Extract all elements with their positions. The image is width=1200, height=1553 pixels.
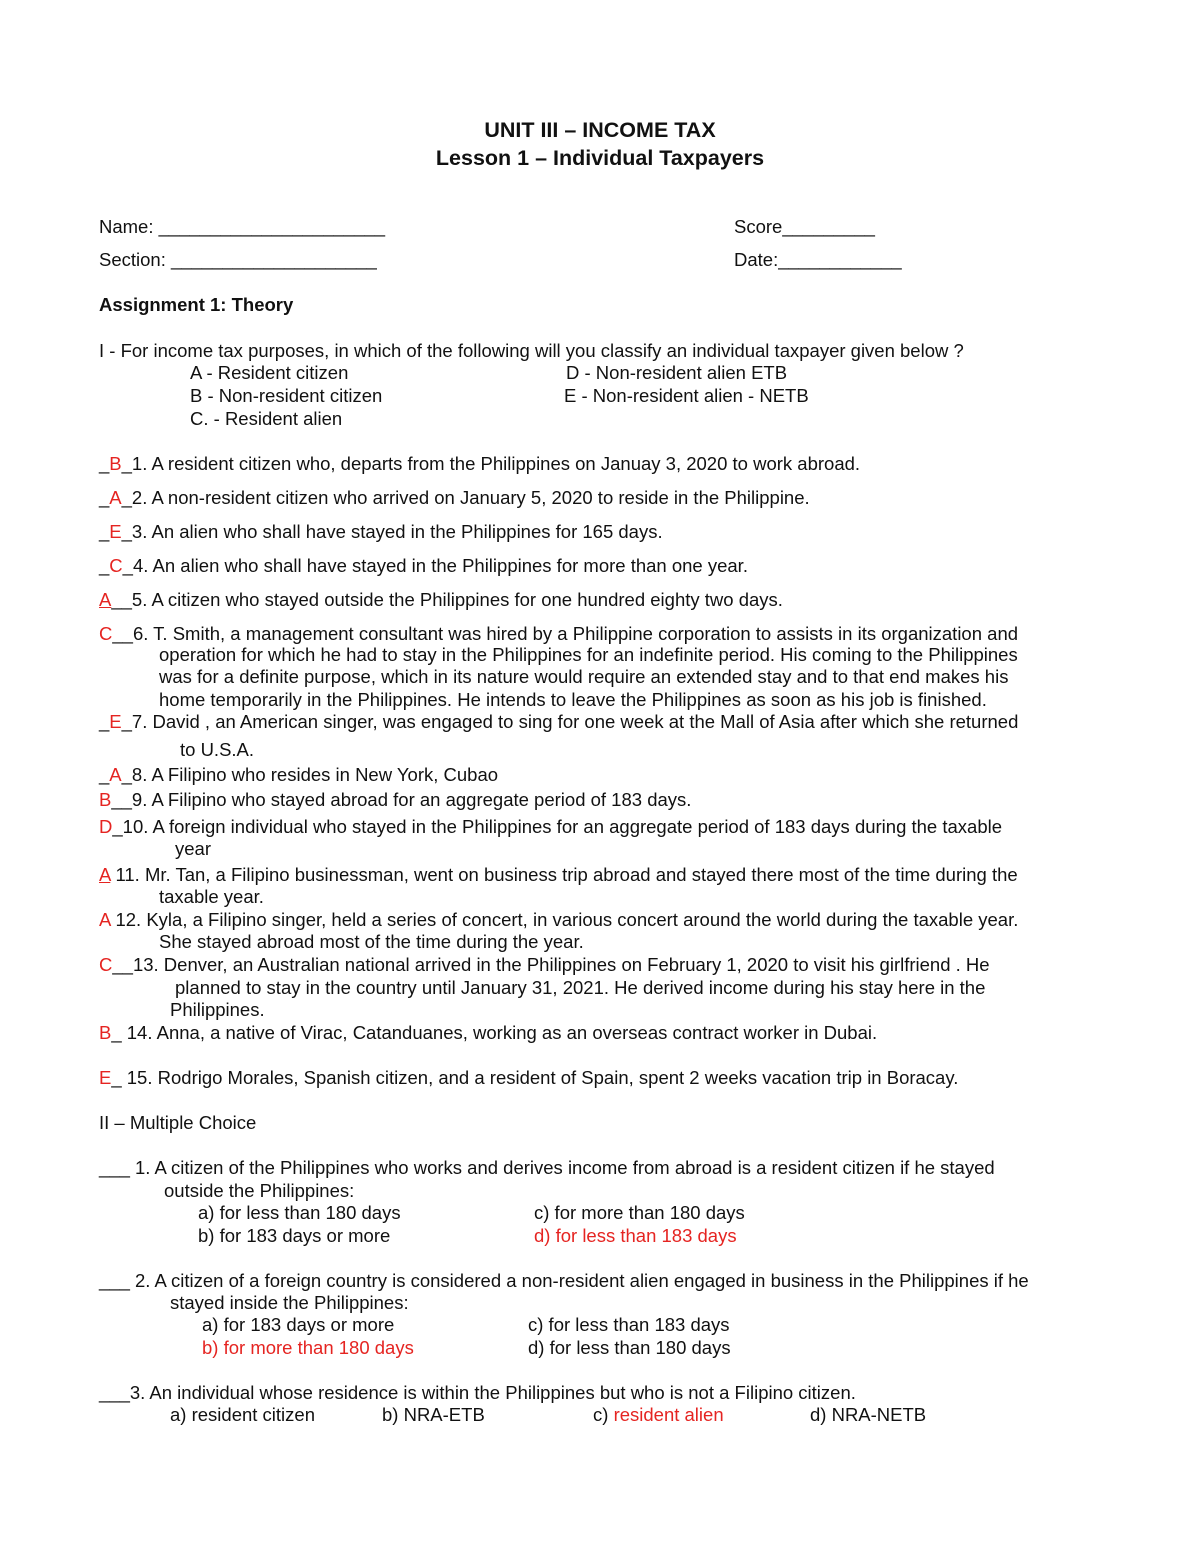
mc-question-1: ___ 1. A citizen of the Philippines who works and derives income from abroad is a resident citizen if he stayed xyxy=(99,1157,995,1178)
section-field: Section: ____________________ xyxy=(99,249,377,270)
mc-question-3: ___3. An individual whose residence is within the Philippines but who is not a Filipino citizen. xyxy=(99,1382,856,1403)
question-11-line-2: taxable year. xyxy=(159,886,264,907)
mc-question-2-line-2: stayed inside the Philippines: xyxy=(170,1292,409,1313)
answer-8: A xyxy=(109,764,122,785)
answer-1: B xyxy=(109,453,122,474)
question-6: C__6. T. Smith, a management consultant was hired by a Philippine corporation to assists in its organization and xyxy=(99,623,1019,644)
answer-13: C xyxy=(99,954,113,975)
answer-15: E xyxy=(99,1067,112,1088)
question-1: _B_1. A resident citizen who, departs from the Philippines on Januay 3, 2020 to work abroad. xyxy=(99,453,861,474)
question-4: _C_4. An alien who shall have stayed in the Philippines for more than one year. xyxy=(99,555,748,576)
question-9: B__9. A Filipino who stayed abroad for an aggregate period of 183 days. xyxy=(99,789,692,810)
answer-9: B xyxy=(99,789,112,810)
mc2-choice-d: d) for less than 180 days xyxy=(528,1337,731,1358)
mc1-choice-a: a) for less than 180 days xyxy=(198,1202,401,1223)
mc2-choice-c: c) for less than 183 days xyxy=(528,1314,730,1335)
mc1-choice-d: d) for less than 183 days xyxy=(534,1225,737,1246)
part2-heading: II – Multiple Choice xyxy=(99,1112,257,1133)
question-5: A__5. A citizen who stayed outside the Philippines for one hundred eighty two days. xyxy=(99,589,783,610)
answer-6: C xyxy=(99,623,113,644)
mc3-choice-b: b) NRA-ETB xyxy=(382,1404,485,1425)
question-10-line-2: year xyxy=(175,838,211,859)
mc1-choice-b: b) for 183 days or more xyxy=(198,1225,391,1246)
option-c: C. - Resident alien xyxy=(190,408,343,429)
answer-7: E xyxy=(109,711,122,732)
answer-12: A xyxy=(99,909,111,930)
answer-11: A xyxy=(99,864,111,885)
question-13-line-3: Philippines. xyxy=(170,999,265,1020)
question-6-line-3: was for a definite purpose, which in its nature would require an extended stay and to that end makes his xyxy=(159,666,1009,687)
question-8: _A_8. A Filipino who resides in New York, Cubao xyxy=(99,764,499,785)
question-15: E_ 15. Rodrigo Morales, Spanish citizen, and a resident of Spain, spent 2 weeks vacation trip in Boracay. xyxy=(99,1067,959,1088)
answer-2: A xyxy=(109,487,122,508)
option-b: B - Non-resident citizen xyxy=(190,385,383,406)
question-7: _E_7. David , an American singer, was engaged to sing for one week at the Mall of Asia after which she returned xyxy=(99,711,1019,732)
answer-5: A xyxy=(99,589,112,610)
unit-title: UNIT III – INCOME TAX xyxy=(484,118,716,142)
question-12-line-2: She stayed abroad most of the time during the year. xyxy=(159,931,584,952)
question-13-line-2: planned to stay in the country until January 31, 2021. He derived income during his stay here in the xyxy=(175,977,986,998)
question-2: _A_2. A non-resident citizen who arrived on January 5, 2020 to reside in the Philippine. xyxy=(99,487,810,508)
part1-instruction: I - For income tax purposes, in which of the following will you classify an individual taxpayer given below ? xyxy=(99,340,964,361)
question-11: A 11. Mr. Tan, a Filipino businessman, went on business trip abroad and stayed there most of the time during the xyxy=(99,864,1018,885)
answer-10: D xyxy=(99,816,113,837)
question-10: D_10. A foreign individual who stayed in the Philippines for an aggregate period of 183 days during the taxable xyxy=(99,816,1003,837)
mc2-choice-b: b) for more than 180 days xyxy=(202,1337,414,1358)
question-6-line-2: operation for which he had to stay in the Philippines for an indefinite period. His coming to the Philippines xyxy=(159,644,1018,665)
answer-4: C xyxy=(109,555,123,576)
lesson-title: Lesson 1 – Individual Taxpayers xyxy=(435,146,765,170)
mc3-choice-d: d) NRA-NETB xyxy=(810,1404,927,1425)
question-13: C__13. Denver, an Australian national arrived in the Philippines on February 1, 2020 to visit his girlfriend . He xyxy=(99,954,990,975)
question-7-line-2: to U.S.A. xyxy=(180,739,255,760)
mc3-choice-c: c) resident alien xyxy=(593,1404,724,1425)
name-field: Name: ______________________ xyxy=(99,216,385,237)
mc2-choice-a: a) for 183 days or more xyxy=(202,1314,395,1335)
option-e: E - Non-resident alien - NETB xyxy=(564,385,809,406)
answer-14: B xyxy=(99,1022,112,1043)
question-6-line-4: home temporarily in the Philippines. He intends to leave the Philippines as soon as his job is finished. xyxy=(159,689,987,710)
mc3-choice-a: a) resident citizen xyxy=(170,1404,315,1425)
mc-question-1-line-2: outside the Philippines: xyxy=(164,1180,355,1201)
mc3-answer-c: resident alien xyxy=(613,1404,724,1425)
question-3: _E_3. An alien who shall have stayed in the Philippines for 165 days. xyxy=(99,521,663,542)
option-a: A - Resident citizen xyxy=(190,362,349,383)
answer-3: E xyxy=(109,521,122,542)
date-field: Date:____________ xyxy=(734,249,902,270)
question-12: A 12. Kyla, a Filipino singer, held a series of concert, in various concert around the world during the taxable year. xyxy=(99,909,1019,930)
mc1-choice-c: c) for more than 180 days xyxy=(534,1202,745,1223)
mc-question-2: ___ 2. A citizen of a foreign country is considered a non-resident alien engaged in business in the Philippines if he xyxy=(99,1270,1029,1291)
assignment-heading: Assignment 1: Theory xyxy=(99,294,294,315)
question-14: B_ 14. Anna, a native of Virac, Catanduanes, working as an overseas contract worker in Dubai. xyxy=(99,1022,878,1043)
option-d: D - Non-resident alien ETB xyxy=(566,362,788,383)
score-field: Score_________ xyxy=(734,216,875,237)
